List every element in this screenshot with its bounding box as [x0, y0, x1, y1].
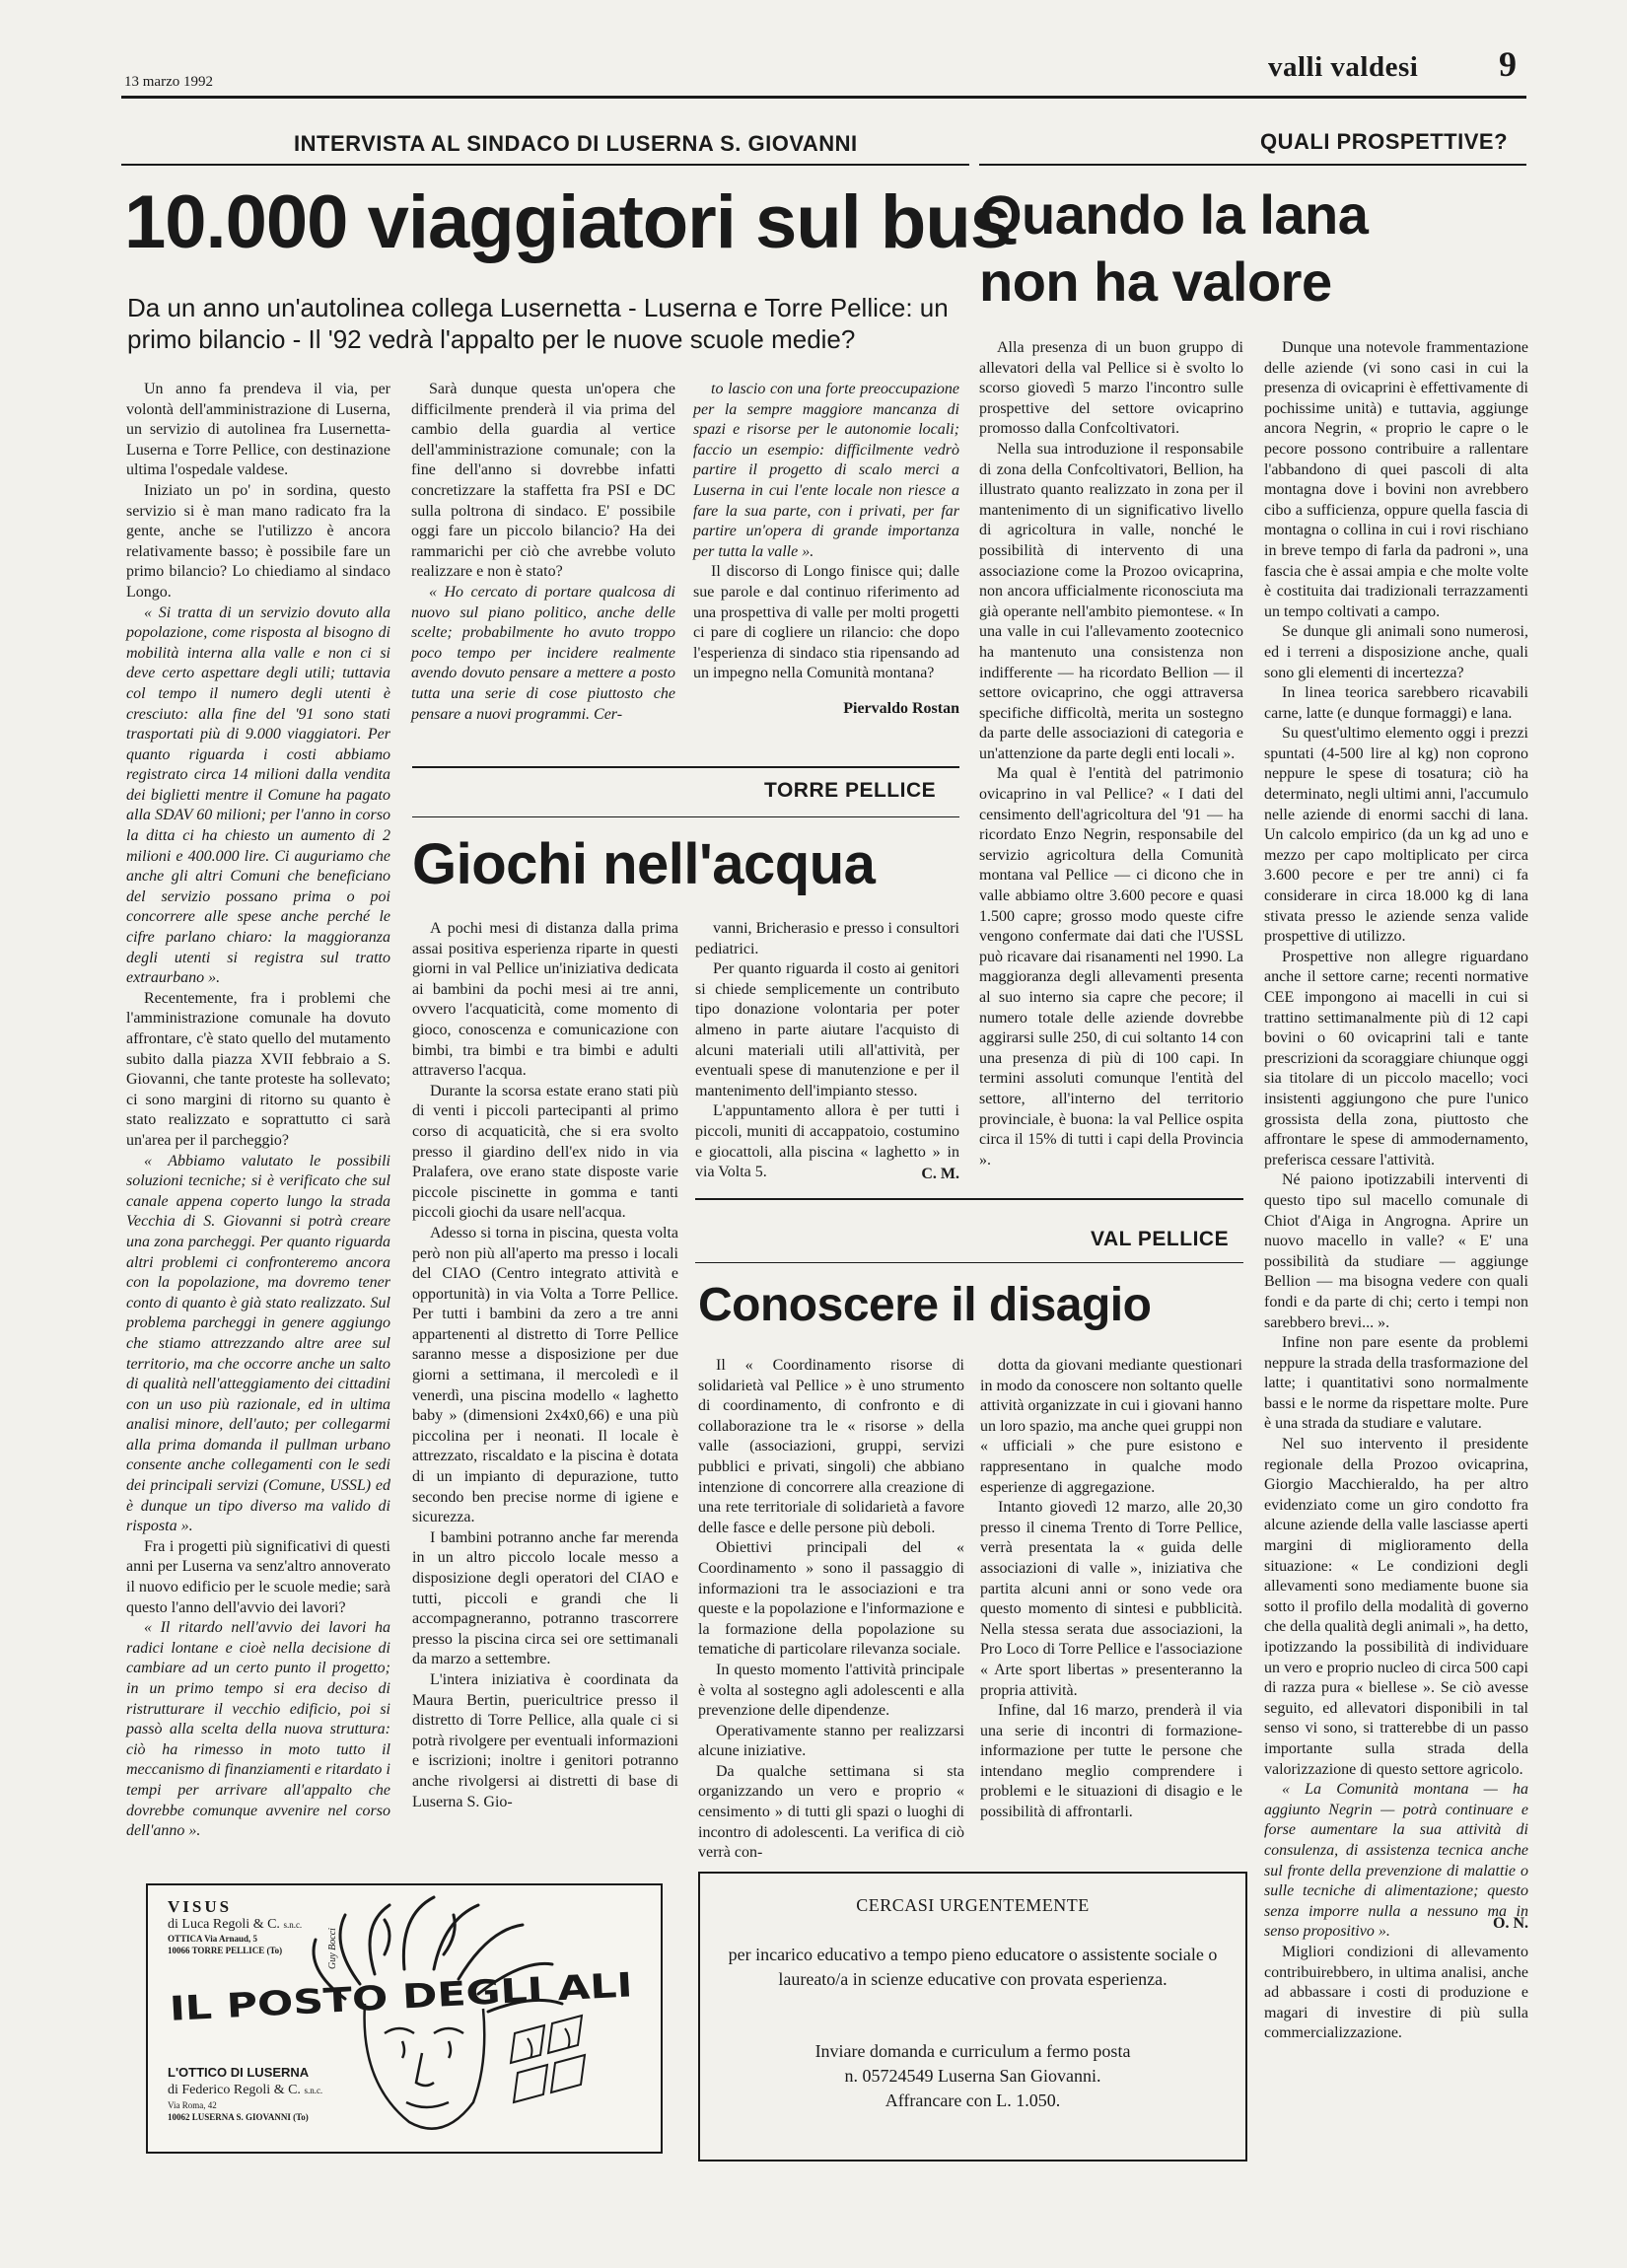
- paragraph: Operativamente stanno per realizzarsi alcune iniziative.: [698, 1722, 964, 1760]
- visus-owner-suffix: s.n.c.: [283, 1920, 303, 1930]
- paragraph: Su quest'ultimo elemento oggi i prezzi spuntati (4-500 lire al kg) non coprono neppure le spese di tosatura; ciò ha determinato, negli ultimi anni, l'accumulo nelle aziende di enormi sacchi di lana. Un calcolo empirico (da un kg ad uno e mezzo per capo moltiplicato per circa 3.600 pecore e per tre anni) ci fa considerare in circa 18.000 kg di lana stivata presso le aziende senza valide prospettive di utilizzo.: [1264, 725, 1528, 946]
- cercasi-instructions-1: Inviare domanda e curriculum a fermo posta: [814, 2041, 1131, 2061]
- disagio-column-1: [698, 1356, 964, 1862]
- paragraph: Obiettivi principali del « Coordinamento » sono il passaggio di informazioni tra le associazioni e tra queste e la popolazione e l'informazione e la formazione della popolazione su tematiche di particolare rilevanza sociale.: [698, 1539, 964, 1659]
- paragraph: Adesso si torna in piscina, questa volta però non più all'aperto ma presso i locali del CIAO (Centro integrato attività e opportunità) in via Volta a Torre Pellice. Per tutti i bambini da zero a tre anni appartenenti al distretto di Torre Pellice saranno messe a disposizione per due giorni a settimana, il mercoledì e il venerdì, una piscina modello « laghetto baby » (dimensioni 2x4x0,66) e una più piccolina per i neonati. Il locale è attrezzato, riscaldato e la piscina è dotata di un impianto di depurazione, tutto secondo ben precise norme di igiene e sicurezza.: [412, 1224, 678, 1526]
- paragraph: In linea teorica sarebbero ricavabili carne, latte (e dunque formaggi) e lana.: [1264, 684, 1528, 722]
- paragraph: « Si tratta di un servizio dovuto alla popolazione, come risposta al bisogno di mobilità interna alla valle e non ci si deve certo aspettare degli utili; tuttavia col tempo il numero degli utenti è cresciuto: alla fine del '91 sono stati trasportati più di 9.000 viaggiatori. Per quanto riguarda i costi abbiamo registrato circa 14 milioni dalla vendita dei biglietti mentre il Comune ha pagato alla SDAV 60 milioni; per l'anno in corso la ditta ci ha chiesto un aumento di 2 milioni e 400.000 lire. Ci auguriamo che anche gli altri Comuni che beneficiano del servizio possano prima o poi concorrere alle spese anche perché le cifre parlano chiaro: la maggioranza degli utenti si registra sul tratto extraurbano ».: [126, 603, 390, 987]
- paragraph: Prospettive non allegre riguardano anche il settore carne; recenti normative CEE impongono ai macelli in cui si trattino settimanalmente più di 12 capi bovini o 60 ovicaprini tali e tante prescrizioni da scoraggiare chiunque oggi sia titolare di un piccolo macello; voci insistenti aggiungono che pure l'unico grossista della zona, piuttosto che affrontare le spese di ammodernamento, preferisca cessare l'attività.: [1264, 948, 1528, 1169]
- lana-headline-line-1: Quando la lana: [979, 183, 1369, 246]
- paragraph: Intanto giovedì 12 marzo, alle 20,30 presso il cinema Trento di Torre Pellice, verrà presentata la « guida delle associazioni di valle », iniziativa che partita alcuni anni or sono vede ora questo momento di sintesi e pubblicità. Nella stessa serata due associazioni, la Pro Loco di Torre Pellice e l'associazione « Arte sport libertas » presenteranno la propria attività.: [980, 1499, 1242, 1699]
- paragraph: « Il ritardo nell'avvio dei lavori ha radici lontane e cioè nella decisione di cambiare ad un certo punto il progetto; in un primo tempo si era deciso di ristrutturare il vecchio edificio, poi si passò alla scelta della nuova struttura: ciò ha rimesso in moto tutto il meccanismo di finanziamenti e ritardato i tempi per arrivare all'appalto che dovrebbe comunque avvenire nel corso dell'anno ».: [126, 1619, 390, 1840]
- interview-column-3: [693, 380, 959, 700]
- paragraph: Infine non pare esente da problemi neppure la strada della trasformazione del latte; i quantitativi sono normalmente bassi e le norme da rispettare molte. Pure è una strada da studiare e valutare.: [1264, 1334, 1528, 1433]
- giochi-top-rule: [412, 766, 959, 768]
- giochi-column-1: [412, 919, 678, 1836]
- posto-degli-ali-banner: IL POSTO DEGLI ALI: [168, 1970, 540, 2029]
- paragraph: Nel suo intervento il presidente regionale della Prozoo ovicaprina, Giorgio Macchieraldo, ha per altro evidenziato come un giro condotto fra alcune aziende della valle lasciasse aperti margini di miglioramento della situazione: « Le condizioni degli allevamenti sono mediamente buone sia sotto il profilo della modalità di governo che della qualità degli animali », ha detto, ipotizzando la possibilità di individuare un vero e proprio nucleo di circa 500 capi di razza pura « biellese ». Se ciò avesse seguito, ed allevatori disponibili in tal senso vi sono, si tratterebbe di un passo importante sulla strada della valorizzazione di questo settore agricolo.: [1264, 1436, 1528, 1778]
- visus-address-1: Via Arnaud, 5: [204, 1934, 258, 1944]
- interview-kicker: INTERVISTA AL SINDACO DI LUSERNA S. GIOVANNI: [294, 131, 858, 156]
- posto-degli-ali-illustration: [148, 1885, 657, 2148]
- visus-brand: VISUS: [168, 1897, 233, 1916]
- paragraph: Il discorso di Longo finisce qui; dalle sue parole e dal continuo riferimento ad una prospettiva di valle per molti progetti ci pare di cogliere un rilancio: che dopo l'esperienza di sindaco stia ripensando ad un impegno nella Comunità montana?: [693, 563, 959, 682]
- giochi-signature: C. M.: [921, 1166, 959, 1182]
- visus-shop-type-text: OTTICA: [168, 1934, 203, 1944]
- paragraph: Per quanto riguarda il costo ai genitori si chiede semplicemente un contributo tipo donazione volontaria per poter almeno in parte aiutare l'acquisto di alcuni materiali utili all'attività, per eventuali spese di manutenzione e per il mantenimento dell'impianto stesso.: [695, 960, 959, 1099]
- paragraph: Un anno fa prendeva il via, per volontà dell'amministrazione di Luserna, un servizio di autolinea fra Lusernetta-Luserna e Torre Pellice, con destinazione ultima l'ospedale valdese.: [126, 381, 390, 479]
- paragraph: « Ho cercato di portare qualcosa di nuovo sul piano politico, anche delle scelte; probabilmente ho avuto troppo poco tempo per incidere realmente avendo dovuto pensare a mettere a posto tutta una serie di cose piuttosto che pensare a nuovi programmi. Cer-: [411, 583, 675, 723]
- kicker-rule-left: [121, 164, 969, 166]
- paragraph: Migliori condizioni di allevamento contribuirebbero, in ultima analisi, anche ad abbassare i costi di produzione e magari di investire di più sulla commercializzazione.: [1264, 1943, 1528, 2042]
- giochi-headline: Giochi nell'acqua: [412, 832, 876, 896]
- interview-column-1: [126, 380, 390, 1859]
- cercasi-instructions-2: n. 05724549 Luserna San Giovanni.: [844, 2066, 1101, 2086]
- paragraph: Sarà dunque questa un'opera che difficilmente prenderà il via prima del cambio della guardia al vertice dell'amministrazione comunale; con la fine dell'anno si dovrebbe infatti concretizzare la staffetta fra PSI e DC sulla poltrona di sindaco. E' possibile oggi fare un piccolo bilancio? Ha dei rammarichi per ciò che avrebbe voluto realizzare e non è stato?: [411, 381, 675, 581]
- disagio-top-rule: [695, 1198, 1243, 1200]
- paragraph: Infine, dal 16 marzo, prenderà il via una serie di incontri di formazione-informazione per tutte le persone che intendano meglio comprendere i problemi e le situazioni di disagio e le possibilità di affrontarli.: [980, 1702, 1242, 1821]
- ottico-owner-name: di Federico Regoli & C.: [168, 2083, 301, 2097]
- lana-headline-line-2: non ha valore: [979, 250, 1332, 313]
- paragraph: Dunque una notevole frammentazione delle aziende (vi sono casi in cui la presenza di ovicaprini è effettivamente di pochissime unità) e tuttavia, aggiunge ancora Negrin, « proprio le capre o le pecore possono contribuire a rallentare l'abbandono di quei pascoli di alta montagna dove i bovini non avrebbero cibo a sufficienza, oppure quella fascia di montagna o collina in cui i rovi rischiano in breve tempo di farla da padroni », una fascia che è assai ampia e che molte volte è costituita dai tradizionali terrazzamenti un tempo coltivati a campo.: [1264, 339, 1528, 620]
- paragraph: Durante la scorsa estate erano stati più di venti i piccoli partecipanti al primo corso di acquaticità, che si era svolto presso il giardino dell'ex nido in via Pralafera, ove erano state disposte varie piccole piscinette in gomma e tanti piccoli giochi da usare nell'acqua.: [412, 1082, 678, 1222]
- artist-signature: Guy Bocci: [327, 1928, 338, 1969]
- paragraph: Iniziato un po' in sordina, questo servizio si è man mano radicato fra la gente, anche se l'utilizzo è ancora relativamente basso; è possibile fare un primo bilancio? Lo chiediamo al sindaco Longo.: [126, 481, 390, 601]
- paragraph: I bambini potranno anche far merenda in un altro piccolo locale messo a disposizione degli operatori del CIAO e tutti, piccoli e grandi che li accompagneranno, potranno trascorrere presso la piscina circa sei ore settimanali da marzo a settembre.: [412, 1528, 678, 1668]
- disagio-headline: Conoscere il disagio: [698, 1279, 1152, 1331]
- ottico-address-1: Via Roma, 42: [168, 2100, 217, 2110]
- paragraph: A pochi mesi di distanza dalla prima assai positiva esperienza riparte in questi giorni in val Pellice un'iniziativa dedicata ai bambini da pochi mesi ai tre anni, ovvero l'acquaticità, come momento di gioco, conoscenza e comunicazione con bimbi, tra bimbi e tra bimbi e adulti attraverso l'acqua.: [412, 920, 678, 1080]
- interview-column-2: [411, 380, 675, 725]
- paragraph: In questo momento l'attività principale è volta al sostegno agli adolescenti e alla prevenzione delle dipendenze.: [698, 1661, 964, 1720]
- giochi-kicker-rule: [412, 816, 959, 817]
- cercasi-instructions-3: Affrancare con L. 1.050.: [884, 2091, 1061, 2110]
- paragraph: dotta da giovani mediante questionari in modo da conoscere non soltanto quelle attività organizzate in cui i giovani hanno un loro spazio, ma anche quei gruppi non « ufficiali » che pure esistono e rappresentano in qualche modo esperienze di aggregazione.: [980, 1357, 1242, 1496]
- ottico-address-2: 10062 LUSERNA S. GIOVANNI (To): [168, 2112, 309, 2122]
- disagio-kicker: VAL PELLICE: [1091, 1228, 1230, 1250]
- disagio-column-2: [980, 1356, 1242, 1849]
- paragraph: Ma qual è l'entità del patrimonio ovicaprino in val Pellice? « I dati del censimento dell'agricoltura del '91 — ha ricordato Enzo Negrin, responsabile del servizio agricoltura della Comunità montana val Pellice — ci dicono che in valle abbiamo oltre 3.600 pecore e quasi 1.500 capre; grosso modo queste cifre vengono confermate dai dati che l'USSL può ricavare dai risanamenti nel 1990. La maggioranza degli allevamenti presenta al suo interno sia capre che pecore; il numero totale delle aziende dovrebbe aggirarsi sulle 250, di cui soltanto 14 con una presenza di più di 100 capi. In termini assoluti comunque l'entità del settore, all'interno del territorio provinciale, è buona: la val Pellice ospita circa il 15% di tutti i capi della Provincia ».: [979, 765, 1243, 1169]
- visus-ad: [146, 1883, 663, 2154]
- visus-address-2: 10066 TORRE PELLICE (To): [168, 1946, 283, 1955]
- paper-name: valli valdesi: [1268, 51, 1419, 83]
- ottico-owner-suffix: s.n.c.: [304, 2086, 323, 2095]
- paragraph: « Abbiamo valutato le possibili soluzioni tecniche; si è verificato che sul canale appena coperto lungo la strada Vecchia di S. Giovanni si potrà creare una zona parcheggi. Per quanto riguarda altri problemi ci confronteremo ancora con la popolazione, ma dovremo tener conto di quanto è già stato realizzato. Sul problema parcheggi in genere aggiungo che stiamo attrezzando altre aree sul territorio, ma che occorre anche un salto di qualità nell'atteggiamento dei cittadini con un uso più razionale, ed in ultima analisi minore, dell'auto; per collegarmi alla prima domanda il pullman urbano consente anche collegamenti con le sedi dei principali servizi (Comune, USSL) ed è dunque un tipo diverso ma valido di risposta ».: [126, 1152, 390, 1535]
- lana-kicker: QUALI PROSPETTIVE?: [1260, 129, 1509, 154]
- giochi-kicker: TORRE PELLICE: [764, 779, 937, 802]
- paragraph: Alla presenza di un buon gruppo di allevatori della val Pellice si è svolto lo scorso giovedì 5 marzo l'incontro sulle prospettive del settore ovicaprino promosso dalla Confcoltivatori.: [979, 339, 1243, 438]
- paragraph: Recentemente, fra i problemi che l'amministrazione comunale ha dovuto affrontare, c'è stato quello del mutamento subito dalla piazza XVII febbraio a S. Giovanni, che tante proteste ha sollevato; ci sono margini di ritorno su quanto è stato realizzato e soprattutto ci sarà un'area per il parcheggio?: [126, 989, 390, 1149]
- ottico-luserna-title: L'OTTICO DI LUSERNA: [168, 2065, 310, 2080]
- interview-headline: 10.000 viaggiatori sul bus: [124, 180, 1012, 264]
- paragraph: L'intera iniziativa è coordinata da Maura Bertin, puericultrice presso il distretto di Torre Pellice, alla quale ci si potrà rivolgere per eventuali informazioni e iscrizioni; inoltre i genitori potranno anche rivolgersi ai distretti di base di Luserna S. Gio-: [412, 1670, 678, 1810]
- interview-subheadline: Da un anno un'autolinea collega Lusernetta - Luserna e Torre Pellice: un primo bilancio - Il '92 vedrà l'appalto per le nuove scuole medie?: [127, 293, 949, 354]
- paragraph: Da qualche settimana si sta organizzando un vero e proprio « censimento » di tutti gli spazi o luoghi di incontro di adolescenti. La verifica di ciò verrà con-: [698, 1762, 964, 1862]
- kicker-rule-right: [979, 164, 1526, 166]
- visus-owner-name: di Luca Regoli & C.: [168, 1917, 280, 1932]
- issue-date: 13 marzo 1992: [124, 74, 213, 90]
- interview-signature: Piervaldo Rostan: [843, 700, 959, 717]
- paragraph: Fra i progetti più significativi di questi anni per Luserna va senz'altro annoverato il nuovo edificio per le scuole medie; sarà questo l'anno dell'avvio dei lavori?: [126, 1537, 390, 1616]
- paragraph: Il « Coordinamento risorse di solidarietà val Pellice » è uno strumento di coordinamento, di confronto e di collaborazione tra le « risorse » della valle (associazioni, gruppi, servizi pubblici e privati, singoli) che abbiano intenzione di concorrere alla creazione di una rete territoriale di solidarietà a favore delle fasce e delle persone più deboli.: [698, 1357, 964, 1536]
- ottico-owner: [168, 2083, 322, 2098]
- paragraph: vanni, Bricherasio e presso i consultori pediatrici.: [695, 920, 959, 957]
- page-number: 9: [1499, 44, 1517, 84]
- paragraph: « La Comunità montana — ha aggiunto Negrin — potrà continuare e forse aumentare la sua attività di consulenza, di assistenza tecnica anche sul fronte della prevenzione di malattie o sulle tecniche di alimentazione; questo senza imporre nulla a nessuno ma in senso propositivo ».: [1264, 1781, 1528, 1941]
- lana-column-1: [979, 338, 1243, 1226]
- cercasi-ad: [698, 1872, 1247, 2162]
- paragraph: Se dunque gli animali sono numerosi, ed i terreni a disposizione anche, quali sono gli elementi di incertezza?: [1264, 623, 1528, 681]
- header-rule: [121, 96, 1526, 99]
- paragraph: L'appuntamento allora è per tutti i piccoli, muniti di accappatoio, costumino e giocattoli, alla piscina « laghetto » in via Volta 5.: [695, 1102, 959, 1181]
- cercasi-title: CERCASI URGENTEMENTE: [856, 1895, 1090, 1915]
- cercasi-body: per incarico educativo a tempo pieno educatore o assistente sociale o laureato/a in scienze educative con provata esperienza.: [728, 1945, 1218, 1989]
- paragraph: to lascio con una forte preoccupazione per la sempre maggiore mancanza di spazi e risorse per le autonomie locali; faccio un esempio: difficilmente vedrò partire il progetto di scalo merci a Luserna in cui l'ente locale non riesce a fare la sua parte, con i privati, per far partire un'opera di grande importanza per tutta la valle ».: [693, 381, 959, 560]
- disagio-kicker-rule: [695, 1262, 1243, 1263]
- lana-column-2: [1264, 338, 1528, 2042]
- lana-signature: O. N.: [1493, 1915, 1528, 1932]
- paragraph: Né paiono ipotizzabili interventi di questo tipo sul macello comunale di Chiot d'Aiga in Angrogna. Aprire un nuovo macello in valle? « E' una possibilità da studiare — aggiunge Bellion — ma bisogna vedere con quali fondi e da parte di chi; certo i tempi non sarebbero brevi... ».: [1264, 1171, 1528, 1331]
- paragraph: Nella sua introduzione il responsabile di zona della Confcoltivatori, Bellion, ha illustrato quanto realizzato in zona per il mantenimento di un significativo livello di agricoltura in valle, nonché le possibilità di intervento di una associazione come la Prozoo ovicaprina, non ancora ufficialmente riconosciuta ma già operante nell'ambito piemontese. « In una valle in cui l'allevamento zootecnico ha mantenuto una consistenza non indifferente — ha ricordato Bellion — il settore ovicaprino, che oggi attraversa specifiche difficoltà, merita un sostegno da parte delle associazioni di categoria e un'attenzione da parte degli enti locali ».: [979, 440, 1243, 762]
